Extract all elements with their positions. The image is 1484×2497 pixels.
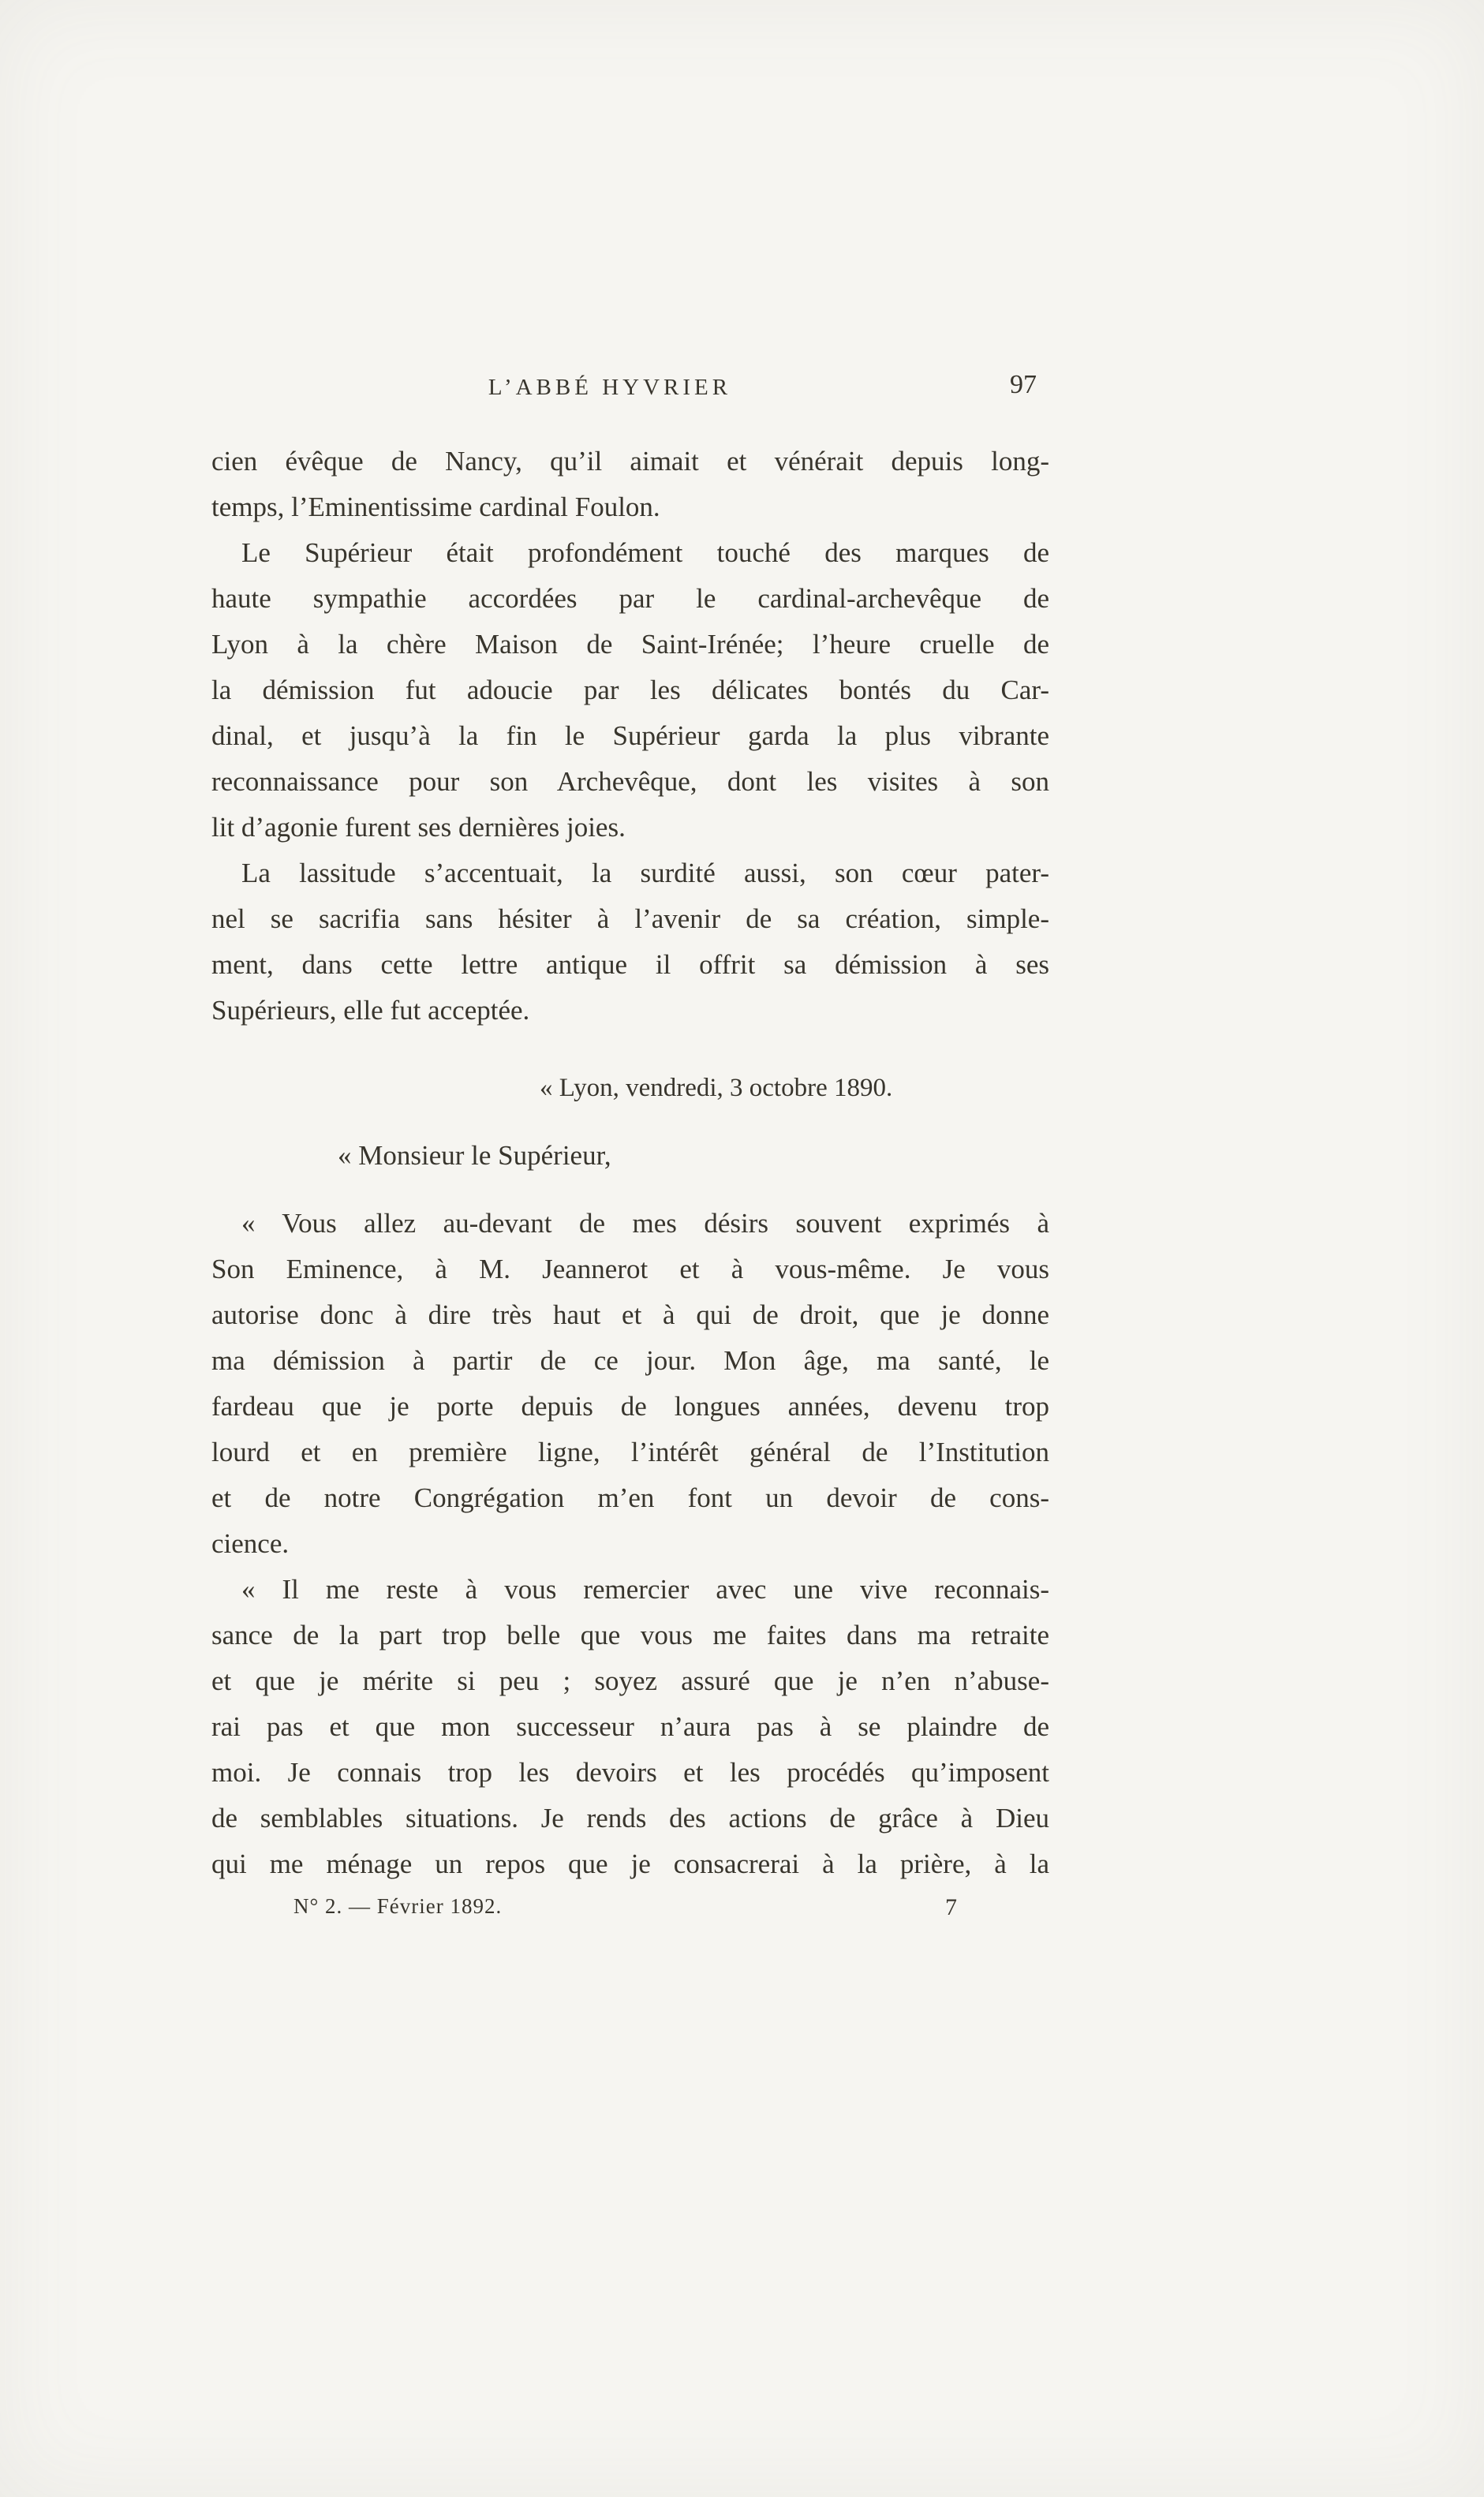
text-line: sance de la part trop belle que vous me faites dans ma retraite [211,1620,1049,1650]
text-line: dinal, et jusqu’à la fin le Supérieur garda la plus vibrante [211,720,1049,751]
footer-issue-note: N° 2. — Février 1892. [293,1894,503,1918]
text-line: temps, l’Eminentissime cardinal Foulon. [211,492,660,522]
running-title: L’ABBÉ HYVRIER [488,375,732,400]
page-number: 97 [1010,370,1037,399]
text-line: et que je mérite si peu ; soyez assuré que je n’en n’abuse- [211,1665,1049,1696]
text-line: Lyon à la chère Maison de Saint-Irénée; l’heure cruelle de [211,629,1049,660]
text-line: Supérieurs, elle fut acceptée. [211,995,530,1026]
running-head [211,369,1049,406]
text-line: lit d’agonie furent ses dernières joies. [211,812,626,843]
text-line: haute sympathie accordées par le cardinal-archevêque de [211,583,1049,614]
text-line: cien évêque de Nancy, qu’il aimait et vénérait depuis long- [211,446,1049,477]
text-line: ment, dans cette lettre antique il offrit sa démission à ses [211,949,1049,980]
paragraph [211,850,1049,1034]
text-line: moi. Je connais trop les devoirs et les procédés qu’imposent [211,1757,1049,1788]
text-line: Son Eminence, à M. Jeannerot et à vous-même. Je vous [211,1254,1049,1284]
page-footer [211,1892,1049,1931]
text-line: reconnaissance pour son Archevêque, dont les visites à son [211,766,1049,797]
letter-dateline: « Lyon, vendredi, 3 octobre 1890. [540,1074,893,1102]
text-line: rai pas et que mon successeur n’aura pas à se plaindre de [211,1711,1049,1742]
text-line: ma démission à partir de ce jour. Mon âge, ma santé, le [211,1345,1049,1376]
text-line: La lassitude s’accentuait, la surdité aussi, son cœur pater- [241,858,1049,888]
paragraph [211,530,1049,850]
text-line: de semblables situations. Je rends des actions de grâce à Dieu [211,1803,1049,1834]
text-line: « Il me reste à vous remercier avec une vive reconnais- [241,1574,1049,1605]
letter-salutation: « Monsieur le Supérieur, [338,1140,611,1171]
text-line: lourd et en première ligne, l’intérêt général de l’Institution [211,1437,1049,1467]
letter-paragraph [211,1201,1049,1567]
text-line: qui me ménage un repos que je consacrerai à la prière, à la [211,1848,1049,1879]
text-line: nel se sacrifia sans hésiter à l’avenir de sa création, simple- [211,903,1049,934]
letter-paragraph [211,1567,1049,1887]
text-line: la démission fut adoucie par les délicates bontés du Car- [211,675,1049,705]
text-line: fardeau que je porte depuis de longues années, devenu trop [211,1391,1049,1422]
text-line: et de notre Congrégation m’en font un devoir de cons- [211,1482,1049,1513]
text-line: autorise donc à dire très haut et à qui de droit, que je donne [211,1299,1049,1330]
paragraph-continuation [211,439,1049,530]
text-column [211,439,1049,1887]
text-line: cience. [211,1528,290,1559]
text-line: Le Supérieur était profondément touché des marques de [241,537,1049,568]
footer-signature-mark: 7 [945,1894,957,1920]
text-line: « Vous allez au-devant de mes désirs souvent exprimés à [241,1208,1049,1239]
